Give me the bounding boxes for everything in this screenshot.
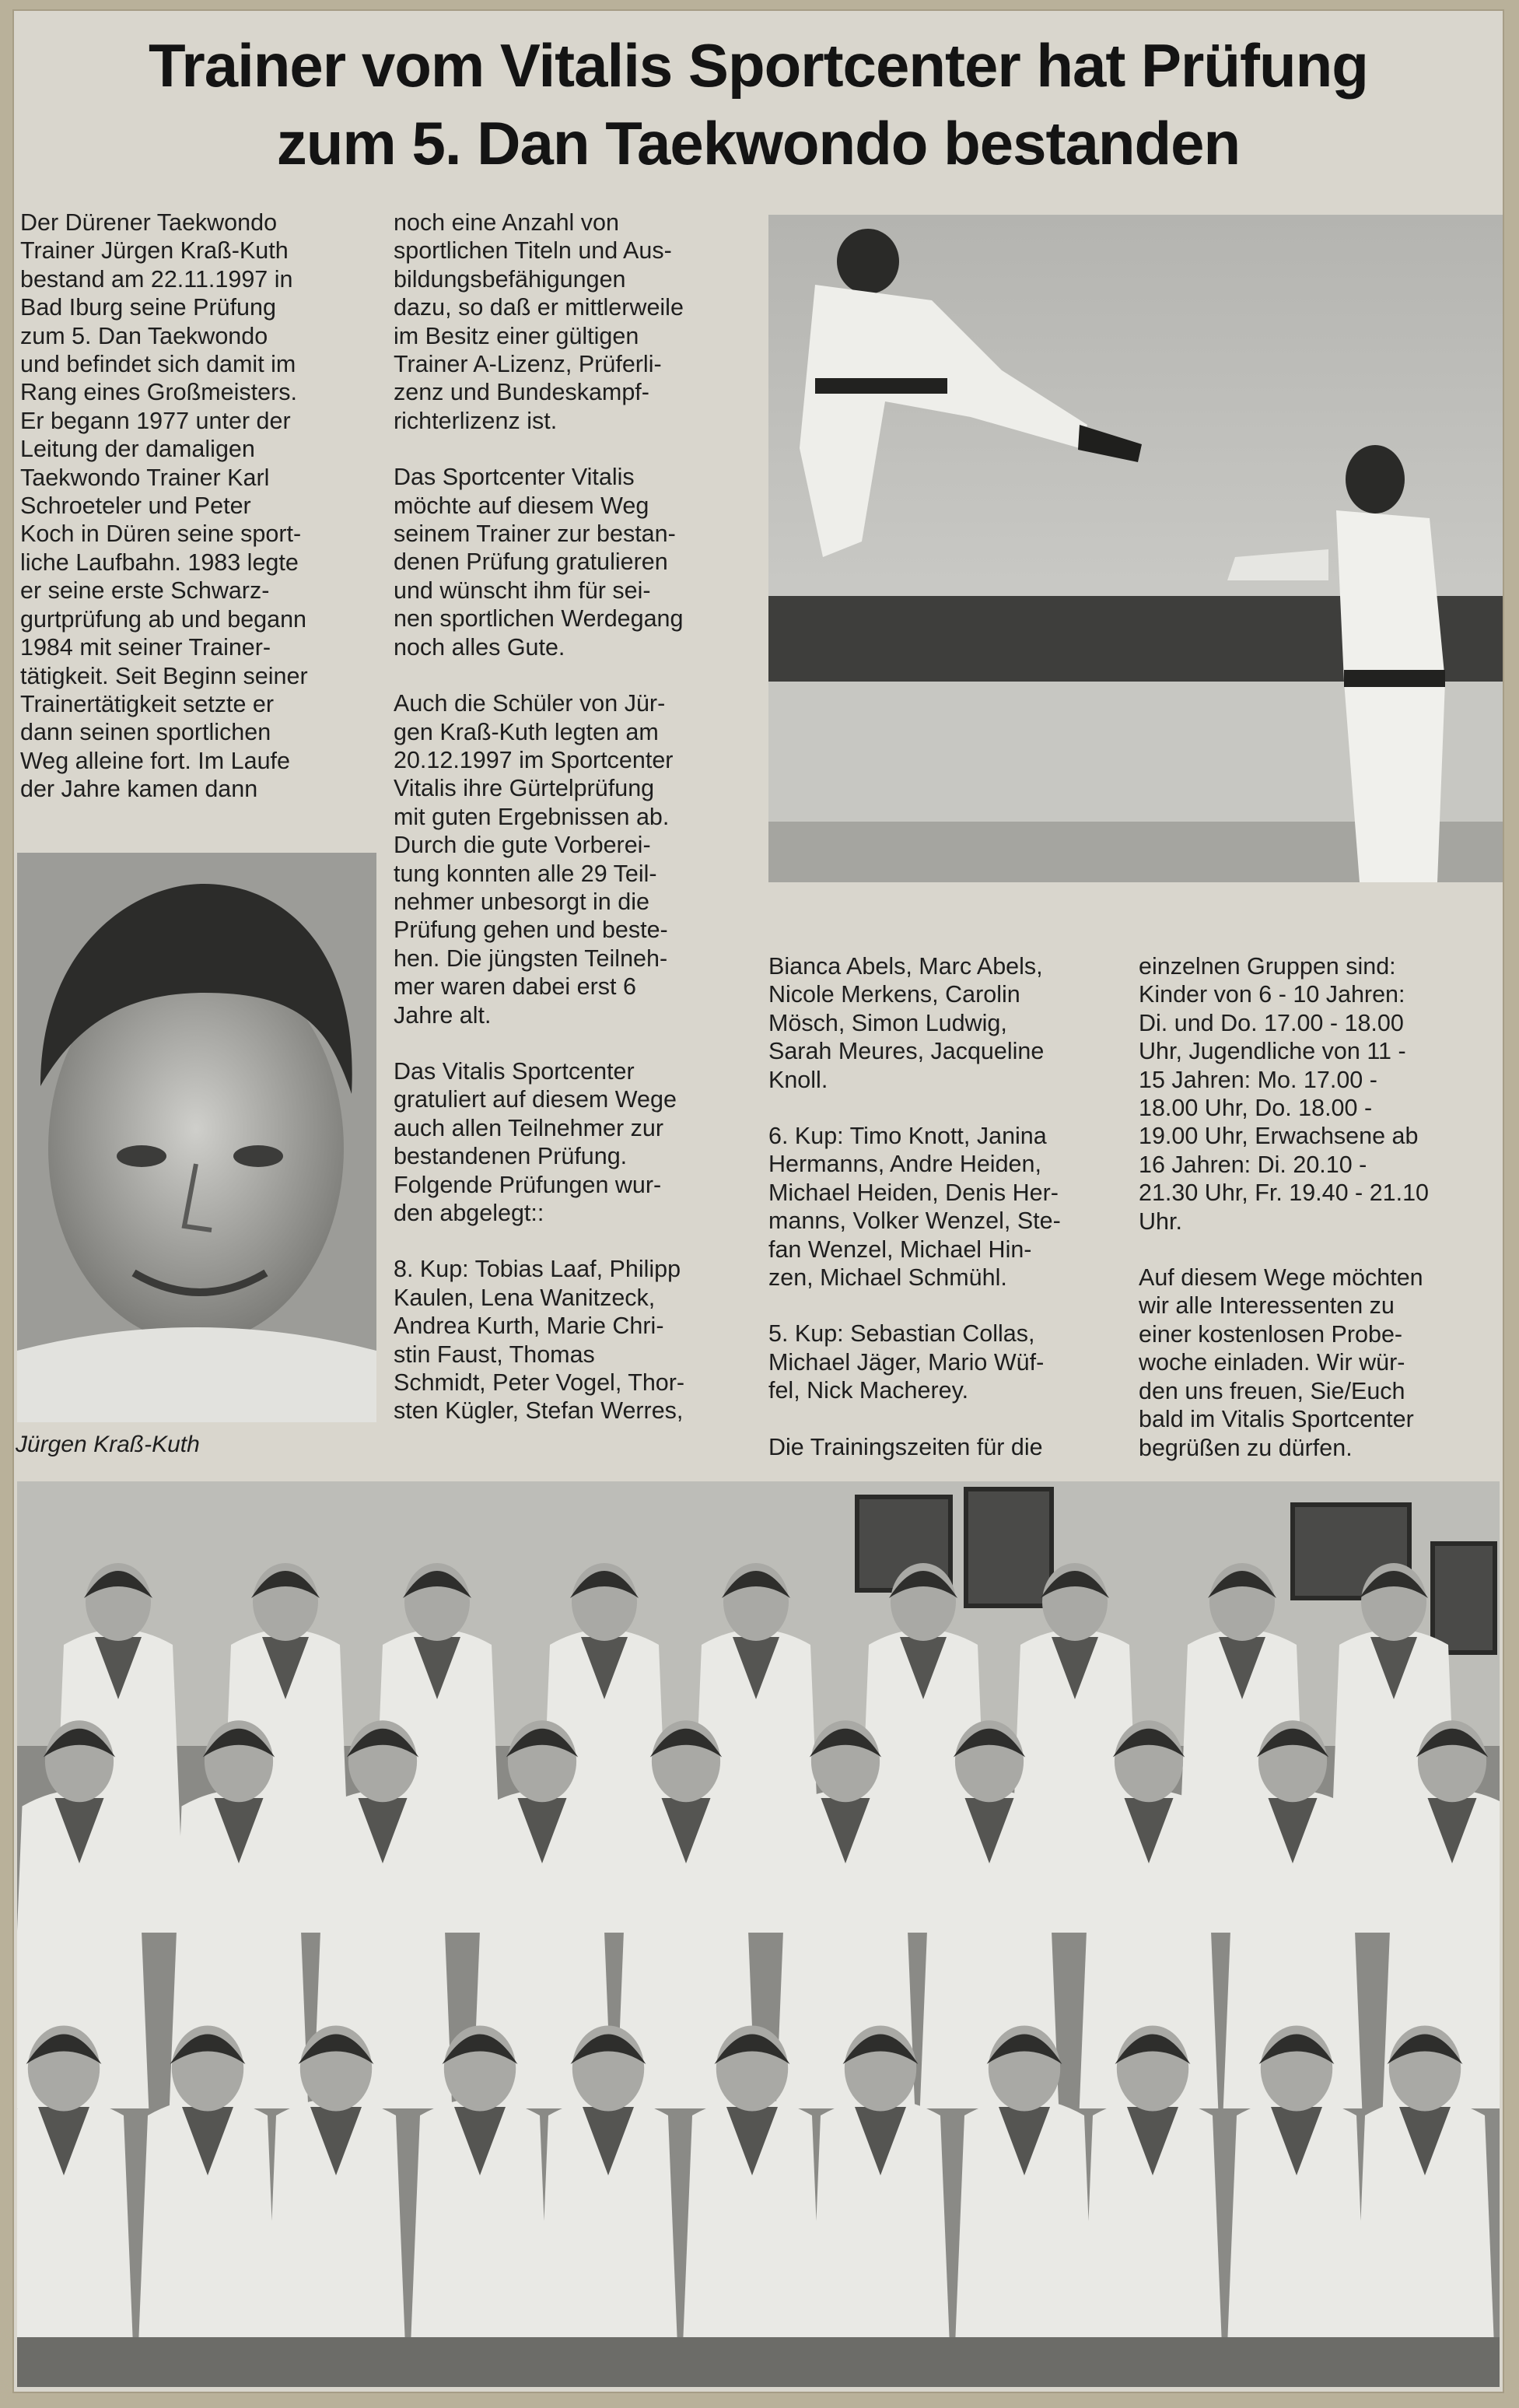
paragraph: einzelnen Gruppen sind: Kinder von 6 - 10 Jahren: Di. und Do. 17.00 - 18.00 Uhr, Jugendliche von 11 - 15 Jahren: Mo. 17.00 - 18.00 Uhr, Do. 18.00 - 19.00 Uhr, Erwachsene ab 16 Jahren: Di. 20.10 - 21.30 Uhr, Fr. 19.40 - 21.10 Uhr.: [1139, 953, 1430, 1235]
article-column-1: [20, 209, 384, 804]
paragraph: Auch die Schüler von Jür- gen Kraß-Kuth legten am 20.12.1997 im Sportcenter Vitalis ihre Gürtelprüfung mit guten Ergebnissen ab. Durch die gute Vorberei- tung konnten alle 29 Teil- nehmer unbesorgt in die Prüfung gehen und beste- hen. Die jüngsten Teilneh- mer waren dabei erst 6 Jahre alt.: [394, 690, 674, 1029]
paragraph: 5. Kup: Sebastian Collas, Michael Jäger, Mario Wüf- fel, Nick Macherey.: [768, 1320, 1045, 1404]
paragraph: Das Vitalis Sportcenter gratuliert auf diesem Wege auch allen Teilnehmer zur bestandenen Prüfung. Folgende Prüfungen wur- den abgelegt::: [394, 1057, 677, 1226]
paragraph: 6. Kup: Timo Knott, Janina Hermanns, Andre Heiden, Michael Heiden, Denis Her- manns, Volker Wenzel, Ste- fan Wenzel, Michael Hin- zen, Michael Schmühl.: [768, 1123, 1061, 1292]
paragraph: Auf diesem Wege möchten wir alle Interessenten zu einer kostenlosen Probe- woche einladen. Wir wür- den uns freuen, Sie/Euch bald im Vitalis Sportcenter begrüßen zu dürfen.: [1139, 1264, 1423, 1461]
paragraph: Die Trainingszeiten für die: [768, 1433, 1043, 1460]
headline-line-2: zum 5. Dan Taekwondo bestanden: [276, 109, 1241, 177]
paragraph: Bianca Abels, Marc Abels, Nicole Merkens, Carolin Mösch, Simon Ludwig, Sarah Meures, Jacqueline Knoll.: [768, 953, 1045, 1093]
portrait-caption: Jürgen Kraß-Kuth: [16, 1432, 200, 1457]
paragraph: Der Dürener Taekwondo Trainer Jürgen Kraß-Kuth bestand am 22.11.1997 in Bad Iburg seine Prüfung zum 5. Dan Taekwondo und befindet sich damit im Rang eines Großmeisters. Er begann 1977 unter der Leitung der damaligen Taekwondo Trainer Karl Schroeteler und Peter Koch in Düren seine sport- liche Laufbahn. 1983 legte er seine erste Schwarz- gurtprüfung ab und begann 1984 mit seiner Trainer- tätigkeit. Seit Beginn seiner Trainertätigkeit setzte er dann seinen sportlichen Weg alleine fort. Im Laufe der Jahre kamen dann: [20, 209, 308, 803]
headline: [14, 26, 1503, 182]
paragraph: Das Sportcenter Vitalis möchte auf diesem Weg seinem Trainer zur bestan- denen Prüfung gratulieren und wünscht ihm für sei- nen sportlichen Werdegang noch alles Gute.: [394, 464, 684, 661]
paragraph: noch eine Anzahl von sportlichen Titeln und Aus- bildungsbefähigungen dazu, so daß er mittlerweile im Besitz einer gültigen Trainer A-Lizenz, Prüferli- zenz und Bundeskampf- richterlizenz ist.: [394, 209, 684, 434]
group-photo: [17, 1481, 1500, 2387]
sparring-photo: [768, 215, 1503, 882]
headline-line-1: Trainer vom Vitalis Sportcenter hat Prüfung: [149, 31, 1368, 100]
portrait-photo: [17, 853, 376, 1422]
article-column-2: [394, 209, 759, 1425]
newspaper-clipping: [14, 11, 1503, 2392]
article-column-4: [1139, 952, 1500, 1462]
paragraph: 8. Kup: Tobias Laaf, Philipp Kaulen, Lena Wanitzeck, Andrea Kurth, Marie Chri- stin Faust, Thomas Schmidt, Peter Vogel, Thor- sten Kügler, Stefan Werres,: [394, 1256, 685, 1425]
article-column-3: [768, 952, 1136, 1461]
